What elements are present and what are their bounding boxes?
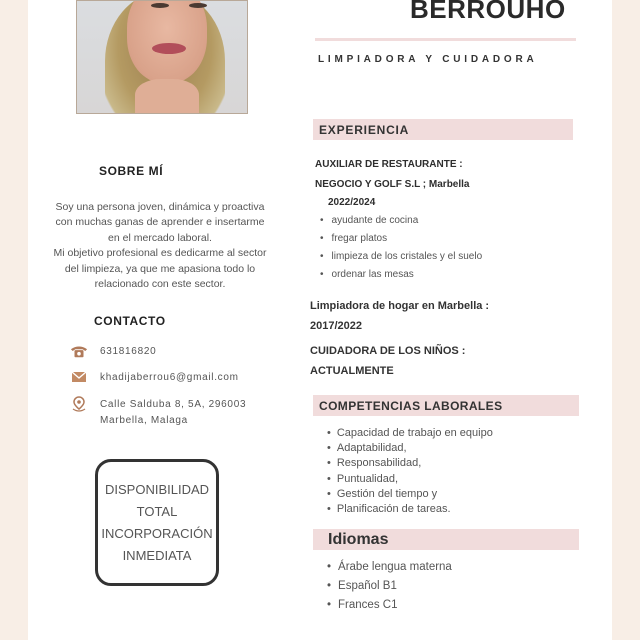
languages-heading-bar [313,529,579,550]
about-heading: SOBRE MÍ [99,164,164,178]
location-pin-icon [70,397,88,411]
skill-item: • Adaptabilidad, [327,442,407,454]
contact-email [70,370,239,386]
contact-heading: CONTACTO [94,314,166,328]
phone-icon [70,344,88,358]
job1-task: • limpieza de los cristales y el suelo [320,251,482,262]
job1-title: AUXILIAR DE RESTAURANTE : [315,159,463,170]
name-divider [315,38,576,41]
about-line: Soy una persona joven, dinámica y proactiva [55,201,265,213]
job1-task: • ordenar las mesas [320,269,414,280]
availability-line: DISPONIBILIDAD [104,481,210,497]
address-text [100,397,246,429]
skills-heading-bar [313,395,579,416]
about-line: Mi objetivo profesional es dedicarme al sector [53,247,267,260]
job2-period: 2017/2022 [310,320,362,332]
email-address[interactable]: khadijaberrou6@gmail.com [100,372,239,383]
skill-item: • Gestión del tiempo y [327,488,437,500]
profile-photo [76,0,248,114]
experience-heading: EXPERIENCIA [319,122,410,137]
about-line: relacionado con este sector. [94,278,226,291]
about-text [40,200,280,292]
availability-line: INMEDIATA [122,547,192,563]
language-item: • Frances C1 [327,599,397,611]
languages-heading: Idiomas [328,530,389,548]
experience-heading-bar [313,119,573,140]
availability-box [95,459,219,586]
skill-item: • Puntualidad, [327,473,398,485]
language-item: • Árabe lengua materna [327,561,452,573]
job1-task: • fregar platos [320,233,387,244]
language-item: • Español B1 [327,580,397,592]
skill-item: • Responsabilidad, [327,457,421,469]
candidate-role: LIMPIADORA Y CUIDADORA [318,54,538,65]
skill-item: • Capacidad de trabajo en equipo [327,427,493,439]
job1-task: • ayudante de cocina [320,215,418,226]
job3-period: ACTUALMENTE [310,365,394,377]
contact-address [70,397,246,429]
skill-item: • Planificación de tareas. [327,503,451,515]
about-line: en el mercado laboral. [108,231,212,244]
job3-title: CUIDADORA DE LOS NIÑOS : [310,345,466,357]
job1-period: 2022/2024 [328,197,376,208]
phone-number[interactable]: 631816820 [100,346,157,357]
about-line: del limpieza, ya que me apasiona todo lo [64,262,256,275]
candidate-name: BERROUHO [410,0,566,24]
job1-company: NEGOCIO Y GOLF S.L ; Marbella [315,179,470,190]
mail-icon [70,370,88,384]
about-line: con muchas ganas de aprender e insertarme [55,216,265,229]
job2-title: Limpiadora de hogar en Marbella : [310,300,490,312]
contact-phone [70,344,156,360]
address-line2: Marbella, Malaga [100,415,188,426]
skills-heading: COMPETENCIAS LABORALES [319,398,503,413]
address-line1: Calle Salduba 8, 5A, 296003 [100,399,247,410]
availability-line: TOTAL [136,503,178,519]
availability-line: INCORPORACIÓN [101,525,213,541]
